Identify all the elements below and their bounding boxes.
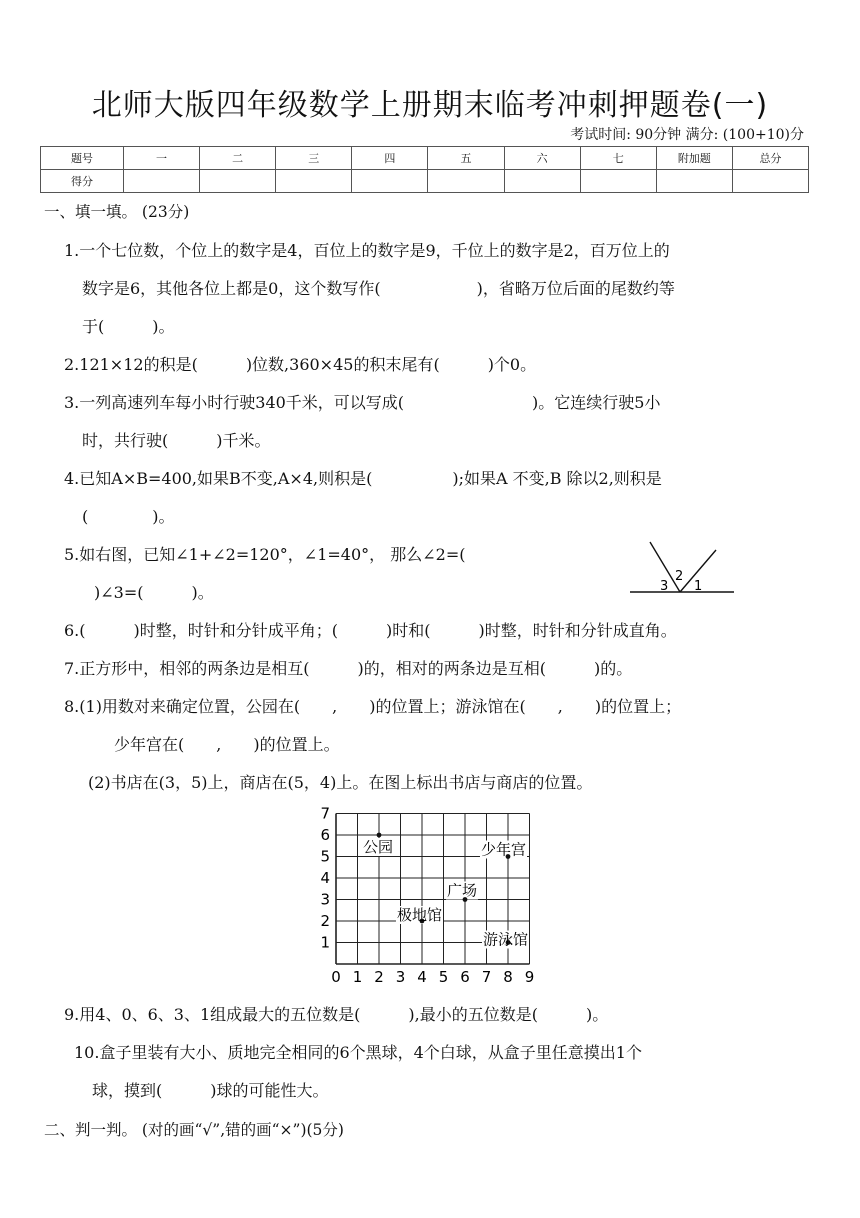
score-cell[interactable] bbox=[200, 170, 276, 193]
y-tick-label: 6 bbox=[320, 826, 330, 844]
score-header-cell: 二 bbox=[200, 147, 276, 170]
place-label: 公园 bbox=[363, 838, 394, 856]
question-7 bbox=[64, 650, 824, 688]
question-1-line-3: 于( )。 bbox=[82, 317, 175, 336]
x-tick-label: 8 bbox=[503, 968, 513, 986]
place-label: 少年宫 bbox=[480, 840, 526, 859]
score-cell[interactable] bbox=[656, 170, 732, 193]
question-5-line-1: 5.如右图，已知∠1+∠2=120°，∠1=40°， 那么∠2=( bbox=[64, 545, 466, 564]
question-3 bbox=[64, 384, 824, 460]
y-tick-label: 3 bbox=[320, 890, 330, 909]
question-1 bbox=[64, 232, 824, 346]
question-9-text: 9.用4、0、6、3、1组成最大的五位数是( ),最小的五位数是( )。 bbox=[64, 1005, 609, 1024]
question-3-line-2: 时，共行驶( )千米。 bbox=[82, 431, 271, 450]
x-tick-label: 3 bbox=[395, 968, 406, 986]
score-header-cell: 四 bbox=[352, 147, 428, 170]
score-header-cell: 三 bbox=[276, 147, 352, 170]
score-header-cell: 五 bbox=[428, 147, 504, 170]
x-tick-label: 9 bbox=[524, 968, 535, 986]
angle-label-3: 3 bbox=[660, 579, 669, 594]
question-4 bbox=[64, 460, 824, 536]
y-tick-label: 2 bbox=[320, 912, 330, 930]
score-header-cell: 六 bbox=[504, 147, 580, 170]
question-10-line-1: 10.盒子里装有大小、质地完全相同的6个黑球，4个白球，从盒子里任意摸出1个 bbox=[74, 1043, 642, 1062]
score-table-score-row bbox=[41, 170, 809, 193]
question-1-line-1: 1.一个七位数，个位上的数字是4，百位上的数字是9，千位上的数字是2，百万位上的 bbox=[64, 241, 670, 260]
score-row-label: 得分 bbox=[41, 170, 124, 193]
x-tick-label: 0 bbox=[331, 968, 341, 986]
score-header-cell: 题号 bbox=[41, 147, 124, 170]
score-cell[interactable] bbox=[352, 170, 428, 193]
question-5-line-2: )∠3=( )。 bbox=[94, 583, 214, 602]
y-tick-label: 7 bbox=[320, 806, 330, 823]
angle-diagram bbox=[628, 538, 738, 598]
question-7-text: 7.正方形中，相邻的两条边是相互( )的，相对的两条边是互相( )的。 bbox=[64, 659, 633, 678]
question-2-text: 2.121×12的积是( )位数,360×45的积末尾有( )个0。 bbox=[64, 355, 537, 374]
score-table-header-row bbox=[41, 147, 809, 170]
place-point bbox=[377, 833, 382, 838]
question-8-line-1: 8.(1)用数对来确定位置，公园在( , )的位置上；游泳馆在( , )的位置上； bbox=[64, 697, 682, 716]
score-cell[interactable] bbox=[504, 170, 580, 193]
score-cell[interactable] bbox=[580, 170, 656, 193]
score-cell[interactable] bbox=[124, 170, 200, 193]
place-label: 游泳馆 bbox=[482, 930, 528, 949]
place-label: 广场 bbox=[447, 881, 478, 900]
section-heading-fill: 一、填一填。 (23分) bbox=[44, 203, 190, 221]
score-header-cell: 附加题 bbox=[656, 147, 732, 170]
question-8-part-2: (2)书店在(3，5)上，商店在(5，4)上。在图上标出书店与商店的位置。 bbox=[88, 773, 593, 792]
exam-meta: 考试时间: 90分钟 满分: (100+10)分 bbox=[570, 127, 804, 143]
y-tick-label: 5 bbox=[320, 847, 330, 866]
score-cell[interactable] bbox=[276, 170, 352, 193]
coordinate-grid bbox=[318, 806, 548, 988]
score-header-cell: 总分 bbox=[732, 147, 808, 170]
x-tick-label: 4 bbox=[417, 968, 427, 986]
score-cell[interactable] bbox=[428, 170, 504, 193]
angle-label-1: 1 bbox=[694, 579, 703, 594]
score-cell[interactable] bbox=[732, 170, 808, 193]
question-6-text: 6.( )时整，时针和分针成平角；( )时和( )时整，时针和分针成直角。 bbox=[64, 621, 677, 640]
x-tick-label: 7 bbox=[481, 968, 492, 986]
place-label: 极地馆 bbox=[396, 906, 442, 924]
angle-label-2: 2 bbox=[675, 569, 684, 584]
question-8-line-2: 少年宫在( , )的位置上。 bbox=[114, 735, 340, 754]
score-table bbox=[40, 146, 809, 193]
x-tick-label: 5 bbox=[438, 968, 449, 986]
x-tick-label: 2 bbox=[374, 968, 384, 986]
question-4-line-2: ( )。 bbox=[82, 507, 175, 526]
question-6 bbox=[64, 612, 824, 650]
question-9 bbox=[64, 996, 824, 1034]
question-2 bbox=[64, 346, 824, 384]
question-3-line-1: 3.一列高速列车每小时行驶340千米，可以写成( )。它连续行驶5小 bbox=[64, 393, 661, 412]
question-10 bbox=[74, 1034, 834, 1110]
score-header-cell: 七 bbox=[580, 147, 656, 170]
y-tick-label: 1 bbox=[320, 933, 330, 952]
exam-title: 北师大版四年级数学上册期末临考冲刺押题卷(一) bbox=[91, 88, 769, 123]
question-10-line-2: 球，摸到( )球的可能性大。 bbox=[92, 1081, 329, 1100]
x-tick-label: 6 bbox=[460, 968, 470, 986]
y-tick-label: 4 bbox=[320, 869, 330, 887]
question-8 bbox=[64, 688, 824, 764]
question-1-line-2: 数字是6，其他各位上都是0，这个数写作( )，省略万位后面的尾数约等 bbox=[82, 279, 675, 298]
section-heading-judge: 二、判一判。 (对的画“√”,错的画“×”)(5分) bbox=[44, 1121, 344, 1139]
question-4-line-1: 4.已知A×B=400,如果B不变,A×4,则积是( );如果A 不变,B 除以2,则积是 bbox=[64, 469, 662, 488]
score-header-cell: 一 bbox=[124, 147, 200, 170]
x-tick-label: 1 bbox=[352, 968, 363, 986]
